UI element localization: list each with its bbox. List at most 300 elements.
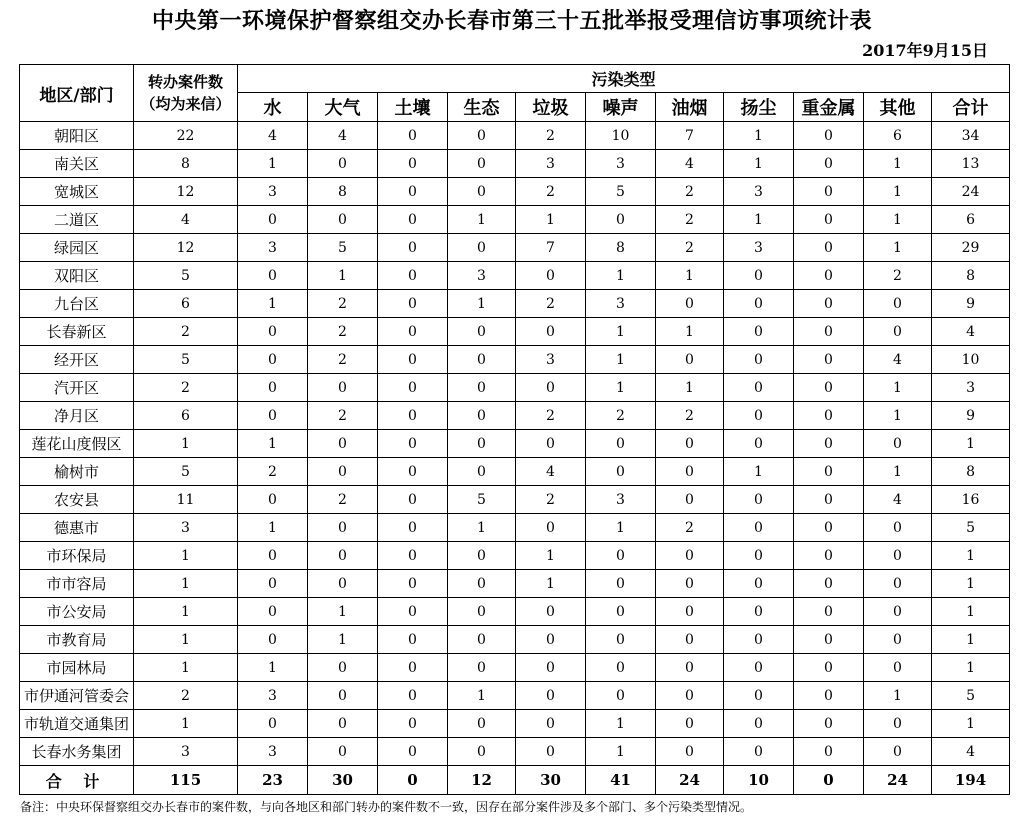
value-cell: 0 bbox=[864, 654, 932, 682]
value-cell: 0 bbox=[656, 458, 724, 486]
region-cell: 二道区 bbox=[20, 206, 134, 234]
value-cell: 1 bbox=[516, 570, 586, 598]
value-cell: 41 bbox=[586, 766, 656, 795]
value-cell: 13 bbox=[932, 150, 1010, 178]
cases-cell: 1 bbox=[134, 626, 238, 654]
value-cell: 3 bbox=[586, 150, 656, 178]
value-cell: 0 bbox=[724, 318, 794, 346]
type-header-10: 合计 bbox=[932, 93, 1010, 122]
cases-cell: 3 bbox=[134, 514, 238, 542]
value-cell: 5 bbox=[932, 514, 1010, 542]
value-cell: 6 bbox=[864, 122, 932, 150]
value-cell: 0 bbox=[656, 710, 724, 738]
value-cell: 0 bbox=[378, 262, 448, 290]
value-cell: 12 bbox=[448, 766, 516, 795]
table-row bbox=[20, 598, 1010, 626]
value-cell: 0 bbox=[794, 234, 864, 262]
value-cell: 16 bbox=[932, 486, 1010, 514]
value-cell: 0 bbox=[448, 374, 516, 402]
type-header-3: 生态 bbox=[448, 93, 516, 122]
region-cell: 长春水务集团 bbox=[20, 738, 134, 766]
value-cell: 0 bbox=[656, 682, 724, 710]
value-cell: 0 bbox=[864, 598, 932, 626]
value-cell: 0 bbox=[864, 738, 932, 766]
table-row bbox=[20, 430, 1010, 458]
value-cell: 2 bbox=[516, 178, 586, 206]
value-cell: 4 bbox=[308, 122, 378, 150]
value-cell: 0 bbox=[794, 654, 864, 682]
region-cell: 市园林局 bbox=[20, 654, 134, 682]
table-row bbox=[20, 738, 1010, 766]
table-row bbox=[20, 514, 1010, 542]
cases-header bbox=[134, 65, 238, 122]
value-cell: 0 bbox=[378, 626, 448, 654]
value-cell: 0 bbox=[794, 206, 864, 234]
value-cell: 0 bbox=[448, 738, 516, 766]
value-cell: 10 bbox=[586, 122, 656, 150]
cases-cell: 1 bbox=[134, 654, 238, 682]
value-cell: 1 bbox=[586, 738, 656, 766]
value-cell: 4 bbox=[932, 318, 1010, 346]
value-cell: 1 bbox=[238, 514, 308, 542]
value-cell: 0 bbox=[724, 570, 794, 598]
value-cell: 5 bbox=[586, 178, 656, 206]
value-cell: 9 bbox=[932, 290, 1010, 318]
cases-cell: 12 bbox=[134, 178, 238, 206]
value-cell: 0 bbox=[586, 598, 656, 626]
value-cell: 1 bbox=[864, 178, 932, 206]
table-row bbox=[20, 654, 1010, 682]
cases-cell: 115 bbox=[134, 766, 238, 795]
value-cell: 1 bbox=[724, 458, 794, 486]
value-cell: 0 bbox=[308, 682, 378, 710]
value-cell: 6 bbox=[932, 206, 1010, 234]
value-cell: 3 bbox=[238, 738, 308, 766]
value-cell: 0 bbox=[724, 682, 794, 710]
value-cell: 194 bbox=[932, 766, 1010, 795]
cases-cell: 8 bbox=[134, 150, 238, 178]
table-row bbox=[20, 318, 1010, 346]
type-header-8: 重金属 bbox=[794, 93, 864, 122]
value-cell: 0 bbox=[864, 290, 932, 318]
value-cell: 0 bbox=[724, 346, 794, 374]
value-cell: 0 bbox=[794, 150, 864, 178]
type-header-2: 土壤 bbox=[378, 93, 448, 122]
value-cell: 0 bbox=[378, 290, 448, 318]
table-row bbox=[20, 486, 1010, 514]
region-cell: 德惠市 bbox=[20, 514, 134, 542]
pollution-type-header: 污染类型 bbox=[238, 65, 1010, 93]
value-cell: 1 bbox=[724, 150, 794, 178]
value-cell: 1 bbox=[932, 430, 1010, 458]
value-cell: 1 bbox=[448, 514, 516, 542]
value-cell: 4 bbox=[656, 150, 724, 178]
value-cell: 0 bbox=[794, 682, 864, 710]
value-cell: 0 bbox=[864, 430, 932, 458]
cases-header-line2: （均为来信） bbox=[140, 95, 231, 113]
value-cell: 1 bbox=[932, 598, 1010, 626]
value-cell: 0 bbox=[378, 738, 448, 766]
value-cell: 2 bbox=[308, 402, 378, 430]
value-cell: 0 bbox=[724, 542, 794, 570]
value-cell: 0 bbox=[724, 710, 794, 738]
value-cell: 1 bbox=[932, 542, 1010, 570]
cases-cell: 1 bbox=[134, 570, 238, 598]
value-cell: 0 bbox=[378, 710, 448, 738]
value-cell: 0 bbox=[794, 766, 864, 795]
value-cell: 29 bbox=[932, 234, 1010, 262]
value-cell: 0 bbox=[308, 458, 378, 486]
value-cell: 1 bbox=[656, 318, 724, 346]
region-cell: 合 计 bbox=[20, 766, 134, 795]
value-cell: 3 bbox=[238, 234, 308, 262]
value-cell: 0 bbox=[378, 542, 448, 570]
type-header-9: 其他 bbox=[864, 93, 932, 122]
value-cell: 0 bbox=[308, 542, 378, 570]
value-cell: 0 bbox=[794, 542, 864, 570]
value-cell: 1 bbox=[238, 150, 308, 178]
value-cell: 2 bbox=[586, 402, 656, 430]
value-cell: 7 bbox=[516, 234, 586, 262]
value-cell: 0 bbox=[308, 710, 378, 738]
value-cell: 0 bbox=[448, 150, 516, 178]
cases-cell: 2 bbox=[134, 318, 238, 346]
value-cell: 9 bbox=[932, 402, 1010, 430]
value-cell: 1 bbox=[308, 598, 378, 626]
value-cell: 0 bbox=[794, 570, 864, 598]
value-cell: 0 bbox=[238, 346, 308, 374]
value-cell: 30 bbox=[516, 766, 586, 795]
table-row bbox=[20, 122, 1010, 150]
value-cell: 0 bbox=[656, 598, 724, 626]
type-header-5: 噪声 bbox=[586, 93, 656, 122]
table-row bbox=[20, 346, 1010, 374]
value-cell: 0 bbox=[724, 598, 794, 626]
value-cell: 24 bbox=[656, 766, 724, 795]
value-cell: 1 bbox=[864, 234, 932, 262]
value-cell: 0 bbox=[378, 318, 448, 346]
value-cell: 0 bbox=[656, 738, 724, 766]
value-cell: 0 bbox=[378, 178, 448, 206]
value-cell: 1 bbox=[238, 430, 308, 458]
value-cell: 0 bbox=[378, 206, 448, 234]
value-cell: 3 bbox=[448, 262, 516, 290]
value-cell: 0 bbox=[448, 598, 516, 626]
value-cell: 0 bbox=[586, 654, 656, 682]
value-cell: 3 bbox=[516, 150, 586, 178]
value-cell: 0 bbox=[864, 626, 932, 654]
cases-cell: 12 bbox=[134, 234, 238, 262]
value-cell: 0 bbox=[864, 710, 932, 738]
value-cell: 0 bbox=[794, 290, 864, 318]
region-header: 地区/部门 bbox=[20, 65, 134, 122]
value-cell: 1 bbox=[308, 262, 378, 290]
table-row bbox=[20, 626, 1010, 654]
value-cell: 4 bbox=[864, 486, 932, 514]
cases-cell: 5 bbox=[134, 346, 238, 374]
value-cell: 0 bbox=[238, 626, 308, 654]
value-cell: 0 bbox=[448, 234, 516, 262]
cases-cell: 2 bbox=[134, 682, 238, 710]
table-row bbox=[20, 570, 1010, 598]
value-cell: 0 bbox=[448, 402, 516, 430]
value-cell: 0 bbox=[794, 262, 864, 290]
value-cell: 1 bbox=[448, 290, 516, 318]
value-cell: 1 bbox=[586, 514, 656, 542]
cases-cell: 3 bbox=[134, 738, 238, 766]
value-cell: 0 bbox=[238, 262, 308, 290]
value-cell: 0 bbox=[378, 346, 448, 374]
value-cell: 0 bbox=[516, 738, 586, 766]
type-header-7: 扬尘 bbox=[724, 93, 794, 122]
value-cell: 0 bbox=[586, 206, 656, 234]
region-cell: 莲花山度假区 bbox=[20, 430, 134, 458]
region-cell: 农安县 bbox=[20, 486, 134, 514]
cases-cell: 5 bbox=[134, 262, 238, 290]
type-header-0: 水 bbox=[238, 93, 308, 122]
value-cell: 0 bbox=[794, 626, 864, 654]
value-cell: 0 bbox=[238, 542, 308, 570]
value-cell: 0 bbox=[516, 710, 586, 738]
value-cell: 4 bbox=[864, 346, 932, 374]
value-cell: 1 bbox=[724, 122, 794, 150]
value-cell: 1 bbox=[864, 150, 932, 178]
type-header-4: 垃圾 bbox=[516, 93, 586, 122]
value-cell: 1 bbox=[308, 626, 378, 654]
value-cell: 0 bbox=[308, 430, 378, 458]
value-cell: 0 bbox=[448, 570, 516, 598]
footnote: 备注：中央环保督察组交办长春市的案件数，与向各地区和部门转办的案件数不一致，因存在部分案件涉及多个部门、多个污染类型情况。 bbox=[20, 800, 753, 814]
cases-header-line1: 转办案件数 bbox=[147, 73, 223, 91]
value-cell: 0 bbox=[448, 346, 516, 374]
value-cell: 24 bbox=[864, 766, 932, 795]
value-cell: 0 bbox=[794, 122, 864, 150]
value-cell: 0 bbox=[794, 710, 864, 738]
value-cell: 0 bbox=[586, 430, 656, 458]
value-cell: 0 bbox=[448, 542, 516, 570]
value-cell: 0 bbox=[794, 458, 864, 486]
value-cell: 0 bbox=[724, 402, 794, 430]
value-cell: 2 bbox=[516, 486, 586, 514]
value-cell: 0 bbox=[378, 150, 448, 178]
value-cell: 0 bbox=[378, 234, 448, 262]
value-cell: 0 bbox=[724, 374, 794, 402]
value-cell: 0 bbox=[516, 318, 586, 346]
value-cell: 1 bbox=[586, 262, 656, 290]
value-cell: 0 bbox=[378, 458, 448, 486]
region-cell: 经开区 bbox=[20, 346, 134, 374]
region-cell: 长春新区 bbox=[20, 318, 134, 346]
value-cell: 1 bbox=[932, 654, 1010, 682]
value-cell: 0 bbox=[724, 654, 794, 682]
table-row bbox=[20, 234, 1010, 262]
value-cell: 3 bbox=[932, 374, 1010, 402]
value-cell: 2 bbox=[656, 206, 724, 234]
value-cell: 2 bbox=[656, 178, 724, 206]
value-cell: 4 bbox=[516, 458, 586, 486]
region-cell: 市轨道交通集团 bbox=[20, 710, 134, 738]
total-row bbox=[20, 766, 1010, 795]
value-cell: 8 bbox=[932, 262, 1010, 290]
value-cell: 23 bbox=[238, 766, 308, 795]
value-cell: 0 bbox=[656, 570, 724, 598]
value-cell: 0 bbox=[794, 178, 864, 206]
value-cell: 0 bbox=[516, 514, 586, 542]
type-header-1: 大气 bbox=[308, 93, 378, 122]
value-cell: 1 bbox=[586, 318, 656, 346]
statistics-table bbox=[19, 64, 1010, 795]
region-cell: 南关区 bbox=[20, 150, 134, 178]
value-cell: 2 bbox=[656, 234, 724, 262]
value-cell: 0 bbox=[308, 514, 378, 542]
value-cell: 0 bbox=[656, 486, 724, 514]
value-cell: 1 bbox=[864, 374, 932, 402]
value-cell: 0 bbox=[238, 374, 308, 402]
value-cell: 3 bbox=[724, 234, 794, 262]
value-cell: 1 bbox=[932, 570, 1010, 598]
value-cell: 0 bbox=[448, 178, 516, 206]
value-cell: 0 bbox=[378, 682, 448, 710]
value-cell: 0 bbox=[378, 486, 448, 514]
table-row bbox=[20, 682, 1010, 710]
value-cell: 2 bbox=[864, 262, 932, 290]
value-cell: 0 bbox=[238, 318, 308, 346]
value-cell: 0 bbox=[794, 318, 864, 346]
value-cell: 0 bbox=[378, 570, 448, 598]
value-cell: 0 bbox=[586, 682, 656, 710]
value-cell: 0 bbox=[378, 514, 448, 542]
value-cell: 0 bbox=[238, 598, 308, 626]
cases-cell: 4 bbox=[134, 206, 238, 234]
table-row bbox=[20, 402, 1010, 430]
value-cell: 2 bbox=[308, 486, 378, 514]
value-cell: 0 bbox=[724, 262, 794, 290]
value-cell: 5 bbox=[448, 486, 516, 514]
value-cell: 2 bbox=[656, 402, 724, 430]
value-cell: 0 bbox=[378, 598, 448, 626]
value-cell: 0 bbox=[794, 430, 864, 458]
cases-cell: 1 bbox=[134, 542, 238, 570]
value-cell: 0 bbox=[378, 402, 448, 430]
value-cell: 3 bbox=[724, 178, 794, 206]
table-row bbox=[20, 374, 1010, 402]
region-cell: 市市容局 bbox=[20, 570, 134, 598]
cases-cell: 2 bbox=[134, 374, 238, 402]
value-cell: 1 bbox=[864, 682, 932, 710]
value-cell: 0 bbox=[308, 374, 378, 402]
value-cell: 0 bbox=[724, 514, 794, 542]
cases-cell: 11 bbox=[134, 486, 238, 514]
value-cell: 0 bbox=[378, 374, 448, 402]
value-cell: 2 bbox=[308, 346, 378, 374]
value-cell: 0 bbox=[794, 514, 864, 542]
value-cell: 0 bbox=[308, 206, 378, 234]
cases-cell: 5 bbox=[134, 458, 238, 486]
value-cell: 0 bbox=[724, 486, 794, 514]
value-cell: 5 bbox=[308, 234, 378, 262]
region-cell: 双阳区 bbox=[20, 262, 134, 290]
value-cell: 1 bbox=[586, 374, 656, 402]
table-row bbox=[20, 710, 1010, 738]
value-cell: 0 bbox=[516, 430, 586, 458]
table-row bbox=[20, 206, 1010, 234]
cases-cell: 1 bbox=[134, 598, 238, 626]
region-cell: 绿园区 bbox=[20, 234, 134, 262]
value-cell: 10 bbox=[724, 766, 794, 795]
value-cell: 0 bbox=[864, 542, 932, 570]
cases-cell: 1 bbox=[134, 430, 238, 458]
value-cell: 0 bbox=[864, 570, 932, 598]
value-cell: 0 bbox=[656, 430, 724, 458]
region-cell: 市公安局 bbox=[20, 598, 134, 626]
value-cell: 0 bbox=[308, 738, 378, 766]
value-cell: 1 bbox=[932, 710, 1010, 738]
value-cell: 2 bbox=[516, 122, 586, 150]
value-cell: 0 bbox=[794, 374, 864, 402]
value-cell: 0 bbox=[448, 458, 516, 486]
table-row bbox=[20, 290, 1010, 318]
value-cell: 0 bbox=[724, 626, 794, 654]
value-cell: 1 bbox=[238, 654, 308, 682]
value-cell: 1 bbox=[448, 682, 516, 710]
value-cell: 2 bbox=[238, 458, 308, 486]
region-cell: 宽城区 bbox=[20, 178, 134, 206]
value-cell: 0 bbox=[448, 626, 516, 654]
value-cell: 2 bbox=[516, 290, 586, 318]
region-cell: 朝阳区 bbox=[20, 122, 134, 150]
value-cell: 0 bbox=[308, 654, 378, 682]
value-cell: 4 bbox=[932, 738, 1010, 766]
value-cell: 0 bbox=[656, 542, 724, 570]
region-cell: 净月区 bbox=[20, 402, 134, 430]
value-cell: 0 bbox=[794, 402, 864, 430]
value-cell: 0 bbox=[586, 542, 656, 570]
value-cell: 30 bbox=[308, 766, 378, 795]
value-cell: 1 bbox=[932, 626, 1010, 654]
value-cell: 0 bbox=[378, 122, 448, 150]
value-cell: 1 bbox=[448, 206, 516, 234]
value-cell: 1 bbox=[516, 542, 586, 570]
value-cell: 0 bbox=[794, 486, 864, 514]
value-cell: 3 bbox=[516, 346, 586, 374]
value-cell: 0 bbox=[238, 486, 308, 514]
value-cell: 0 bbox=[448, 122, 516, 150]
value-cell: 0 bbox=[378, 766, 448, 795]
value-cell: 3 bbox=[238, 682, 308, 710]
value-cell: 0 bbox=[238, 402, 308, 430]
value-cell: 3 bbox=[586, 290, 656, 318]
value-cell: 1 bbox=[864, 402, 932, 430]
value-cell: 0 bbox=[656, 654, 724, 682]
value-cell: 0 bbox=[516, 262, 586, 290]
value-cell: 0 bbox=[378, 654, 448, 682]
value-cell: 0 bbox=[586, 458, 656, 486]
table-row bbox=[20, 458, 1010, 486]
region-cell: 市教育局 bbox=[20, 626, 134, 654]
cases-cell: 1 bbox=[134, 710, 238, 738]
cases-cell: 6 bbox=[134, 290, 238, 318]
value-cell: 0 bbox=[656, 290, 724, 318]
value-cell: 0 bbox=[656, 626, 724, 654]
value-cell: 0 bbox=[516, 682, 586, 710]
value-cell: 1 bbox=[586, 346, 656, 374]
value-cell: 2 bbox=[516, 402, 586, 430]
value-cell: 7 bbox=[656, 122, 724, 150]
value-cell: 0 bbox=[794, 598, 864, 626]
value-cell: 1 bbox=[724, 206, 794, 234]
region-cell: 榆树市 bbox=[20, 458, 134, 486]
value-cell: 0 bbox=[238, 206, 308, 234]
